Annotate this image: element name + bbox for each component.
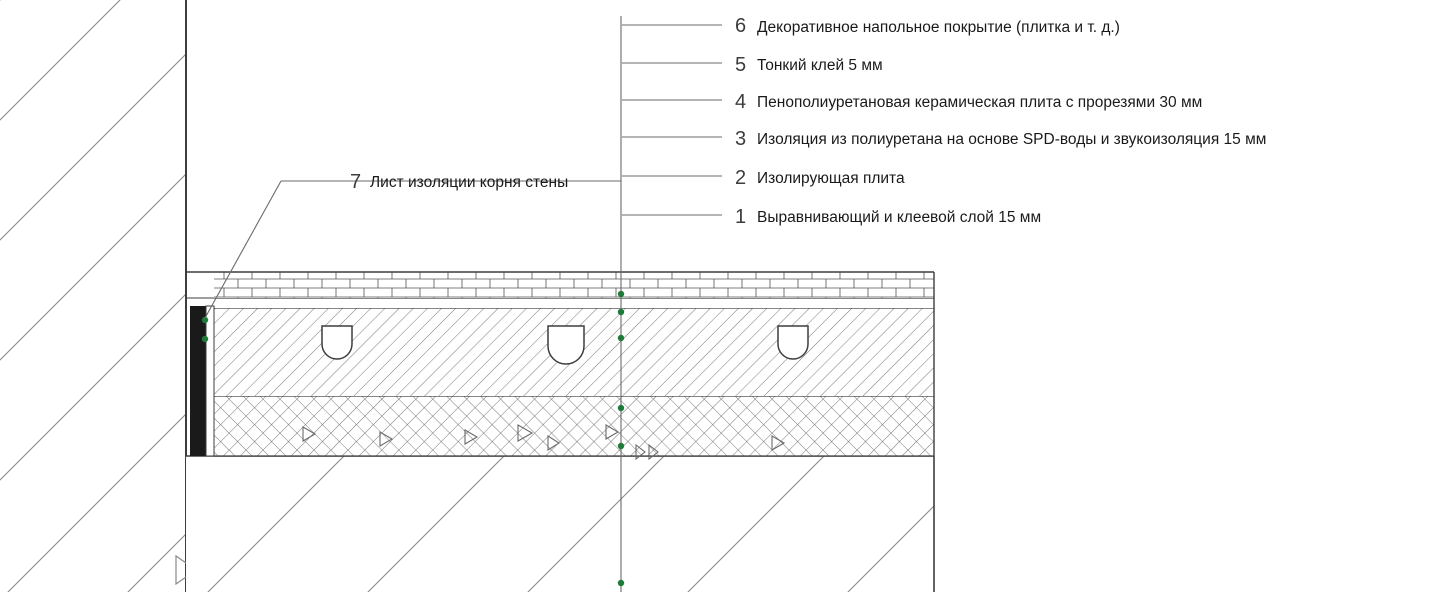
callout-label-5: Тонкий клей 5 мм xyxy=(757,57,883,74)
callout-number-7: 7 xyxy=(350,171,362,193)
callout-number-1: 1 xyxy=(735,206,747,228)
layer-7-wall-edge-strip xyxy=(190,306,214,456)
layer-2-3-insulation xyxy=(214,308,934,396)
layer-4-5-boards xyxy=(214,298,934,308)
callout-label-2: Изолирующая плита xyxy=(757,170,905,187)
callout-number-5: 5 xyxy=(735,54,747,76)
callout-label-1: Выравнивающий и клеевой слой 15 мм xyxy=(757,209,1042,226)
callout-number-2: 2 xyxy=(735,167,747,189)
callout-label-3: Изоляция из полиуретана на основе SPD-воды и звукоизоляция 15 мм xyxy=(757,131,1267,148)
callout-label-4: Пенополиуретановая керамическая плита с прорезями 30 мм xyxy=(757,94,1203,111)
callout-number-3: 3 xyxy=(735,128,747,150)
callout-number-6: 6 xyxy=(735,15,747,37)
callout-leaders-right xyxy=(622,25,722,215)
structural-slab xyxy=(186,456,934,592)
callout-number-4: 4 xyxy=(735,91,747,113)
layer-1-leveling-adhesive xyxy=(214,396,934,459)
callout-label-6: Декоративное напольное покрытие (плитка и т. д.) xyxy=(757,19,1120,36)
wall-section xyxy=(0,0,196,592)
callout-label-7: Лист изоляции корня стены xyxy=(370,174,569,191)
